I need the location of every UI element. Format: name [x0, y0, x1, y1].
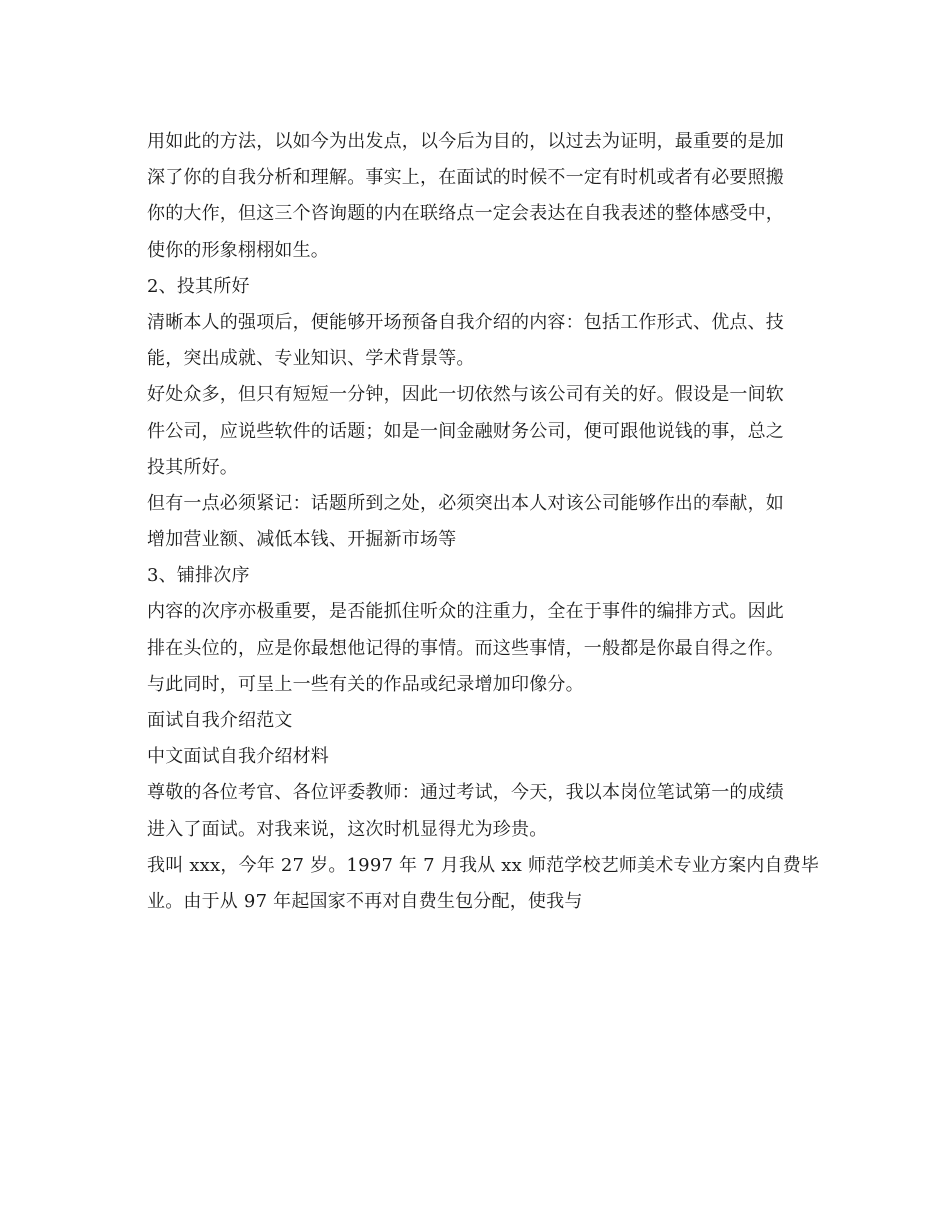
text-line: 我叫 xxx，今年 27 岁。1997 年 7 月我从 xx 师范学校艺师美术专业方案内自费毕: [147, 854, 820, 876]
section-heading: 3、铺排次序: [147, 565, 250, 587]
section-heading: 中文面试自我介绍材料: [147, 746, 329, 768]
text-line: 好处众多，但只有短短一分钟，因此一切依然与该公司有关的好。假设是一间软: [147, 384, 784, 406]
text-line: 业。由于从 97 年起国家不再对自费生包分配，使我与: [147, 890, 583, 912]
text-line: 内容的次序亦极重要，是否能抓住听众的注重力，全在于事件的编排方式。因此: [147, 601, 784, 623]
text-line: 清晰本人的强项后，便能够开场预备自我介绍的内容：包括工作形式、优点、技: [147, 311, 784, 333]
text-line: 能，突出成就、专业知识、学术背景等。: [147, 348, 475, 370]
section-heading: 面试自我介绍范文: [147, 710, 293, 731]
text-line: 投其所好。: [147, 456, 238, 478]
text-line: 增加营业额、减低本钱、开掘新市场等: [147, 529, 457, 551]
text-line: 尊敬的各位考官、各位评委教师：通过考试，今天，我以本岗位笔试第一的成绩: [147, 782, 784, 804]
text-line: 深了你的自我分析和理解。事实上，在面试的时候不一定有时机或者有必要照搬: [147, 167, 784, 189]
text-line: 排在头位的，应是你最想他记得的事情。而这些事情，一般都是你最自得之作。: [147, 637, 784, 659]
text-line: 件公司，应说些软件的话题；如是一间金融财务公司，便可跟他说钱的事，总之: [147, 420, 784, 442]
text-line: 使你的形象栩栩如生。: [147, 239, 329, 261]
section-heading: 2、投其所好: [147, 275, 250, 297]
document-body: [147, 124, 820, 920]
text-line: 你的大作，但这三个咨询题的内在联络点一定会表达在自我表述的整体感受中，: [147, 203, 784, 225]
text-line: 用如此的方法，以如今为出发点，以今后为目的，以过去为证明，最重要的是加: [147, 131, 784, 152]
text-line: 与此同时，可呈上一些有关的作品或纪录增加印像分。: [147, 673, 584, 695]
text-line: 但有一点必须紧记：话题所到之处，必须突出本人对该公司能够作出的奉献，如: [147, 492, 784, 514]
text-line: 进入了面试。对我来说，这次时机显得尤为珍贵。: [147, 818, 548, 840]
